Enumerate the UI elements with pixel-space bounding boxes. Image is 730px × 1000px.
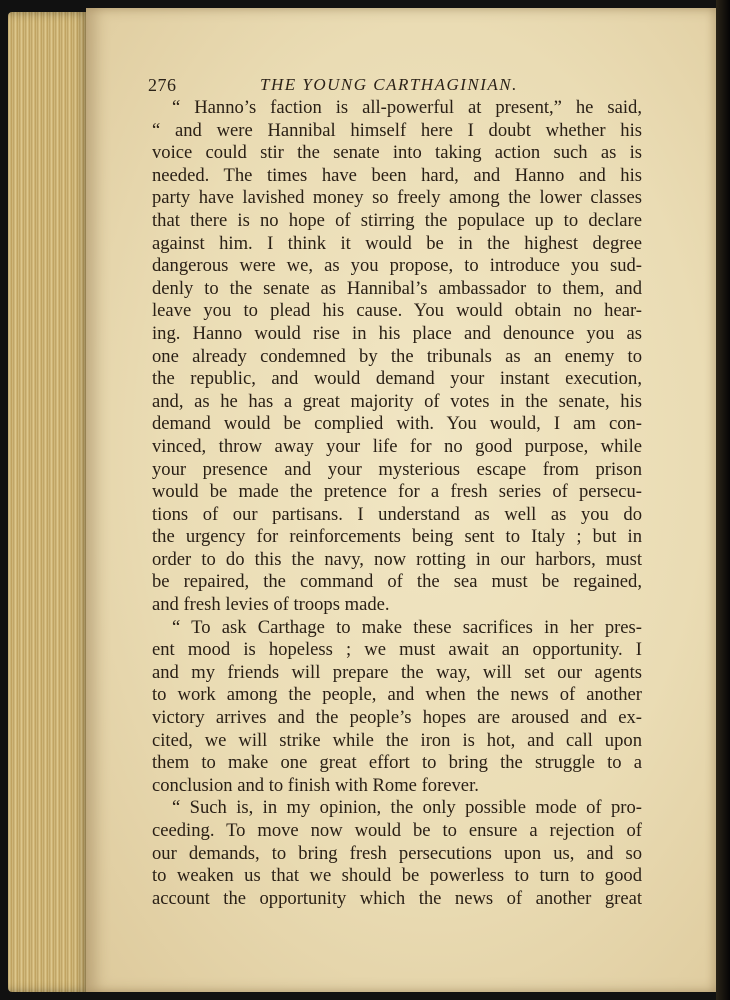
text-line: them to make one great effort to bring the struggle to a <box>152 752 642 774</box>
text-line: against him. I think it would be in the highest degree <box>152 232 642 254</box>
text-line: to work among the people, and when the news of another <box>152 684 642 706</box>
text-line: be repaired, the command of the sea must be regained, <box>152 571 642 593</box>
text-line: your presence and your mysterious escape from prison <box>152 458 642 480</box>
running-title: THE YOUNG CARTHAGINIAN. <box>260 75 518 94</box>
page-number: 276 <box>148 75 177 95</box>
text-line: account the opportunity which the news of another great <box>152 887 642 909</box>
text-line: and fresh levies of troops made. <box>152 594 390 616</box>
text-line: demand would be complied with. You would, I am con- <box>152 413 642 435</box>
text-line: leave you to plead his cause. You would obtain no hear- <box>152 300 642 322</box>
text-line: would be made the pretence for a fresh series of persecu- <box>152 481 642 503</box>
text-line: “ Such is, in my opinion, the only possible mode of pro- <box>172 797 642 819</box>
text-line: denly to the senate as Hannibal’s ambassador to them, and <box>152 277 642 299</box>
text-line: ing. Hanno would rise in his place and denounce you as <box>152 322 642 344</box>
page-edges <box>8 12 90 992</box>
text-line: cited, we will strike while the iron is hot, and call upon <box>152 729 642 751</box>
text-line: “ Hanno’s faction is all-powerful at present,” he said, <box>172 97 642 118</box>
body-text <box>152 97 642 910</box>
spine-shadow <box>716 0 730 1000</box>
page-header <box>148 75 646 99</box>
text-line: victory arrives and the people’s hopes are aroused and ex- <box>152 707 642 729</box>
text-line: to weaken us that we should be powerless to turn to good <box>152 865 642 887</box>
text-line: ceeding. To move now would be to ensure a rejection of <box>152 820 642 841</box>
text-line: our demands, to bring fresh persecutions upon us, and so <box>152 842 642 864</box>
text-line: ent mood is hopeless ; we must await an opportunity. I <box>152 639 642 661</box>
text-line: party have lavished money so freely among the lower classes <box>152 187 642 209</box>
text-line: “ To ask Carthage to make these sacrifices in her pres- <box>172 616 642 638</box>
text-line: one already condemned by the tribunals as an enemy to <box>152 345 642 367</box>
text-line: and my friends will prepare the way, will set our agents <box>152 661 642 683</box>
text-line: the republic, and would demand your instant execution, <box>152 368 642 390</box>
text-line: the urgency for reinforcements being sent to Italy ; but in <box>152 526 642 548</box>
text-line: voice could stir the senate into taking action such as is <box>152 142 642 164</box>
text-line: “ and were Hannibal himself here I doubt whether his <box>152 119 642 141</box>
text-line: vinced, throw away your life for no good purpose, while <box>152 435 642 457</box>
text-line: that there is no hope of stirring the populace up to declare <box>152 209 642 231</box>
text-line: needed. The times have been hard, and Hanno and his <box>152 164 642 186</box>
text-line: and, as he has a great majority of votes in the senate, his <box>152 390 642 412</box>
text-line: order to do this the navy, now rotting in our harbors, must <box>152 548 642 570</box>
text-line: conclusion and to finish with Rome forever. <box>152 774 479 796</box>
text-line: tions of our partisans. I understand as well as you do <box>152 503 642 525</box>
text-line: dangerous were we, as you propose, to introduce you sud- <box>152 255 642 277</box>
